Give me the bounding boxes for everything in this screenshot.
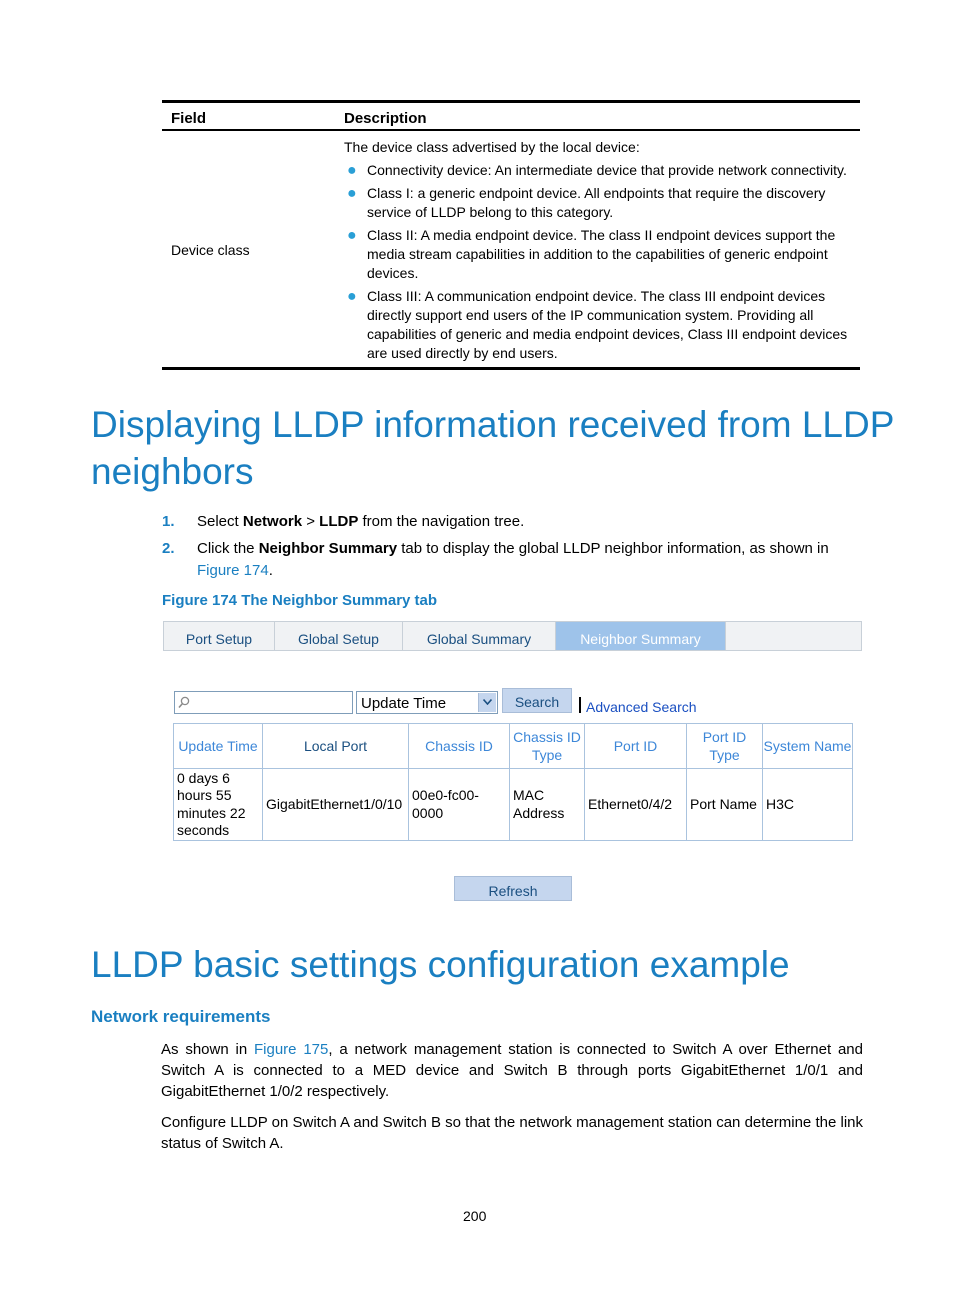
column-port-id [585,724,687,840]
column-update-time [174,724,263,840]
tab-port-setup[interactable]: Port Setup [164,622,275,650]
table-cell: H3C [766,795,795,812]
search-button[interactable]: Search [502,688,572,713]
select-value: Update Time [361,695,447,712]
search-field[interactable] [174,691,353,714]
table-cell: 0 days 6 hours 55 minutes 22 seconds [177,769,246,838]
field-device-class: Device class [171,242,250,258]
table-bottom-rule [162,367,860,370]
separator [579,697,581,713]
list-item: ● Class I: a generic endpoint device. All endpoints that require the discovery service of LLDP belong to this category. [347,185,826,220]
list-item: ● Class III: A communication endpoint device. The class III endpoint devices directly support end users of the IP communication system. Providing all capabilities of generic and media endpoint devices, Class III endpoint devices are used directly by end users. [347,288,848,361]
paragraph-2: Configure LLDP on Switch A and Switch B so that the network management station can determine the link status of Switch A. [161,1114,863,1152]
paragraph-1: As shown in Figure 175, a network management station is connected to Switch A over Ethernet and Switch A is connected to a MED device and Switch B through ports GigabitEthernet 1/0/1 and GigabitEthernet 1/0/2 respectively. [161,1041,863,1100]
column-header[interactable]: Port ID [585,724,686,769]
column-header[interactable]: Update Time [174,724,262,769]
column-chassis-id [409,724,510,840]
table-header-rule [162,129,860,131]
search-field-select[interactable] [356,691,498,714]
column-header[interactable]: System Name [763,724,852,769]
table-cell: Port Name [690,795,757,812]
device-class-description [344,138,856,367]
column-header[interactable]: Chassis ID [409,724,509,769]
column-system-name [763,724,852,840]
column-chassis-id-type [510,724,585,840]
section-title-line2: neighbors [91,451,254,492]
description-header: Description [344,110,427,127]
list-item: ● Class II: A media endpoint device. The class II endpoint devices support the media stream capabilities in addition to the capabilities of generic endpoint devices. [347,227,836,281]
step-1: 1. Select Network > LLDP from the navigation tree. [162,513,525,530]
chevron-down-icon [483,699,492,705]
table-cell: Ethernet0/4/2 [588,795,673,812]
tab-global-setup[interactable]: Global Setup [275,622,403,650]
column-port-id-type [687,724,763,840]
table-cell: 00e0-fc00-0000 [412,787,479,821]
bullet-icon: ● [347,162,357,179]
table-cell: GigabitEthernet1/0/10 [266,795,403,812]
column-header[interactable]: Port ID Type [687,724,762,769]
dropdown-arrow[interactable] [478,693,496,712]
search-input[interactable] [193,692,347,713]
bullet-icon: ● [347,227,357,244]
figure-174-link[interactable]: Figure 174 [197,562,269,579]
page-number: 200 [463,1208,487,1224]
description-intro: The device class advertised by the local device: [344,139,640,155]
steps-list [162,511,852,587]
step-2: 2. Click the Neighbor Summary tab to display the global LLDP neighbor information, as shown in Figure 174. [162,540,829,579]
bullet-icon: ● [347,185,357,202]
section-title: LLDP basic settings configuration example [91,944,790,985]
bullet-icon: ● [347,288,357,305]
advanced-search-link[interactable]: Advanced Search [586,699,697,715]
tab-bar [163,621,862,651]
subheading: Network requirements [91,1007,271,1026]
figure-caption: Figure 174 The Neighbor Summary tab [162,592,438,609]
column-header: Local Port [263,724,408,769]
table-cell: MAC Address [513,787,565,821]
column-header[interactable]: Chassis ID Type [510,724,584,769]
bullet-list [344,161,856,363]
tab-global-summary[interactable]: Global Summary [403,622,556,650]
table-top-rule [162,100,860,103]
neighbor-table [173,723,853,841]
refresh-button[interactable]: Refresh [454,876,572,901]
tab-neighbor-summary[interactable]: Neighbor Summary [556,622,726,650]
section-title-line1: Displaying LLDP information received from LLDP [91,404,895,445]
search-icon [178,696,190,712]
field-header: Field [171,110,207,127]
column-local-port [263,724,409,840]
list-item: ● Connectivity device: An intermediate device that provide network connectivity. [347,162,847,179]
figure-175-link[interactable]: Figure 175 [254,1041,329,1058]
